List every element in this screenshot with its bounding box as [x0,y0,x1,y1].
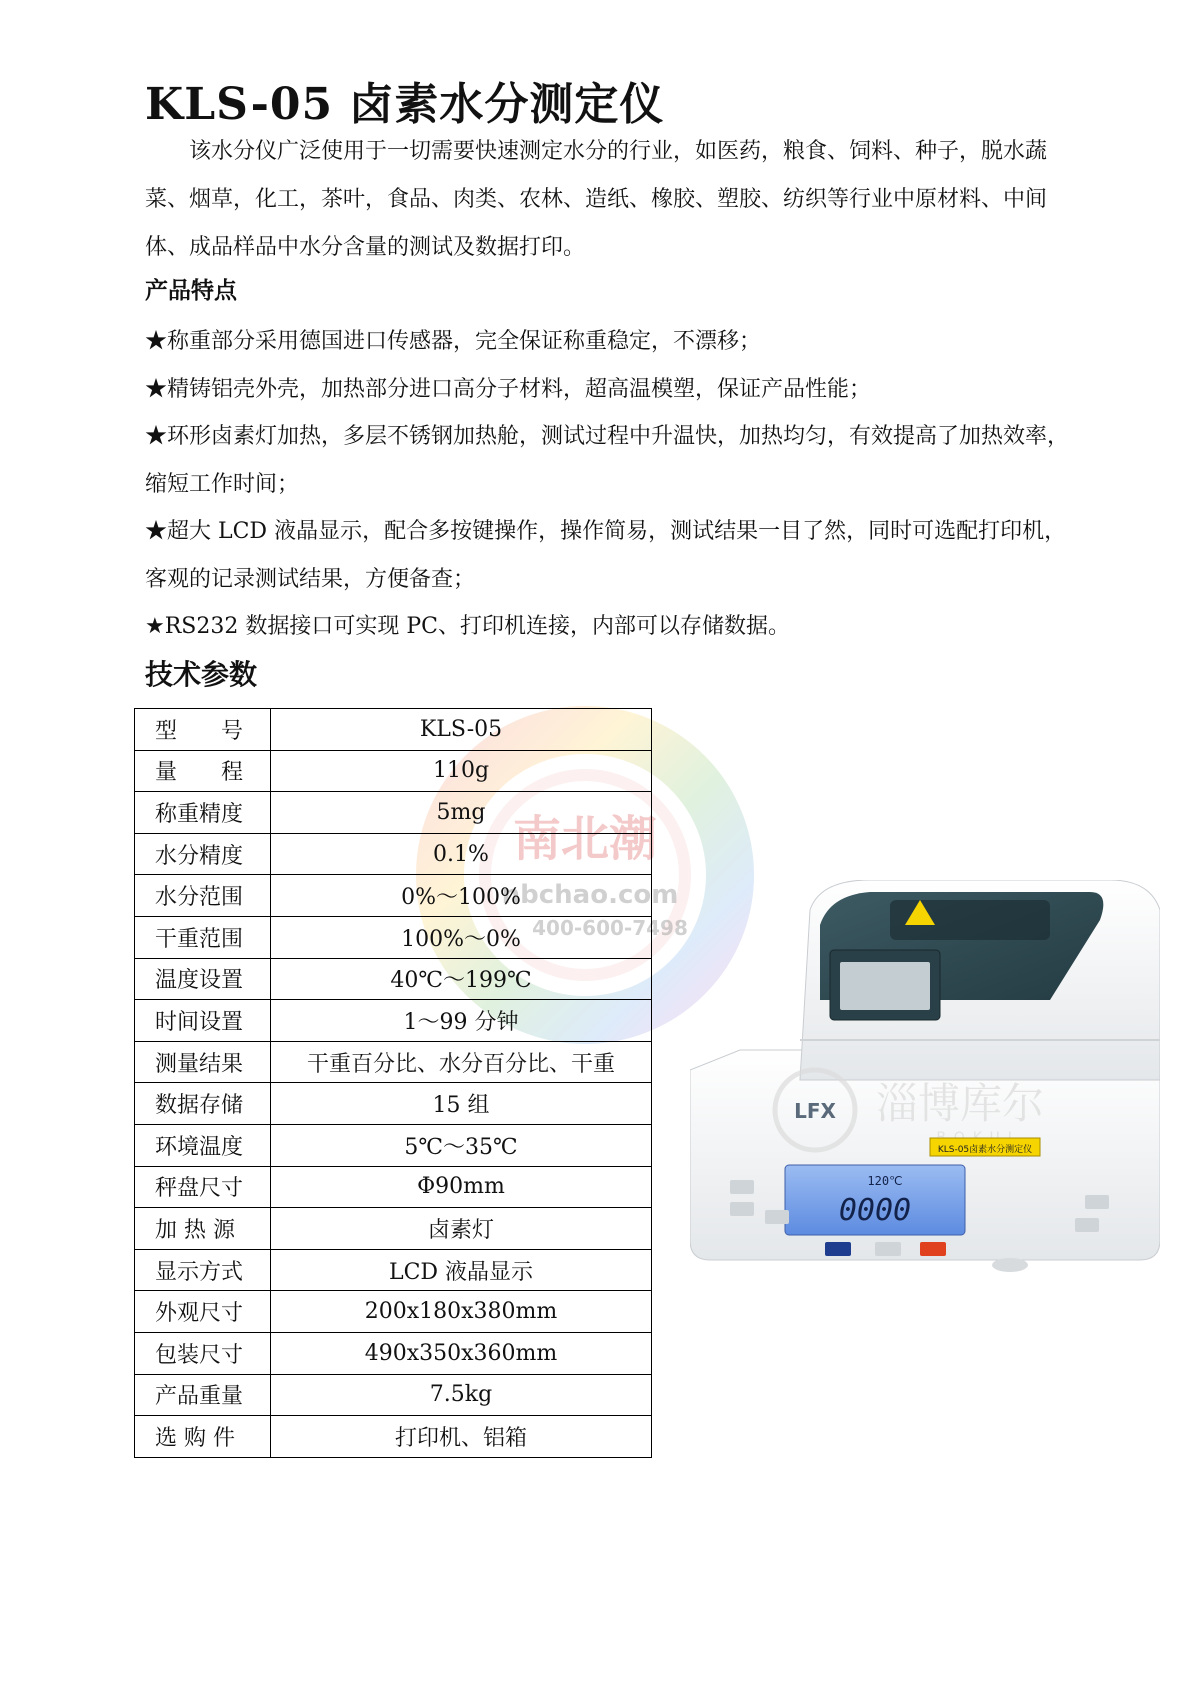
spec-key: 产品重量 [135,1374,271,1416]
table-row [135,709,652,751]
spec-key: 干重范围 [135,916,271,958]
spec-key: 水分范围 [135,875,271,917]
spec-key: 称重精度 [135,792,271,834]
feature-item: ★称重部分采用德国进口传感器，完全保证称重稳定，不漂移； [145,329,762,354]
table-row [135,1124,652,1166]
spec-value: 0.1% [271,833,652,875]
key-button [875,1242,901,1256]
specs-heading: 技术参数 [145,658,258,691]
key-button [1075,1218,1099,1232]
table-row [135,1000,652,1042]
spec-key: 包装尺寸 [135,1332,271,1374]
table-row [135,875,652,917]
spec-value: LCD 液晶显示 [271,1249,652,1291]
spec-value: 5mg [271,792,652,834]
watermark-site: nbchao.com [501,880,679,910]
table-row [135,1208,652,1250]
spec-value: 1～99 分钟 [271,1000,652,1042]
specs-table [134,708,652,1458]
feature-item: ★精铸铝壳外壳，加热部分进口高分子材料，超高温模塑，保证产品性能； [145,376,872,402]
spec-value: 卤素灯 [271,1208,652,1250]
key-button [730,1180,754,1194]
spec-key: 水分精度 [135,833,271,875]
table-row [135,1416,652,1458]
lcd-value: 0000 [838,1193,912,1228]
spec-key: 环境温度 [135,1124,271,1166]
brand-watermark: 淄博库尔 [875,1079,1045,1128]
feature-item: ★环形卤素灯加热，多层不锈钢加热舱，测试过程中升温快，加热均匀，有效提高了加热效率，缩短工作时间； [145,424,1070,497]
spec-value: 15 组 [271,1083,652,1125]
spec-value: 490x350x360mm [271,1332,652,1374]
watermark-phone: 400-600-7498 [532,916,688,940]
table-row [135,833,652,875]
table-row [135,792,652,834]
feature-item: ★超大 LCD 液晶显示，配合多按键操作，操作简易，测试结果一目了然，同时可选配打印机，客观的记录测试结果，方便备查； [145,519,1067,592]
device-label: KLS-05卤素水分测定仪 [937,1145,1033,1155]
table-row [135,958,652,1000]
table-row [135,1166,652,1208]
watermark-brand: 南北潮 [512,811,658,867]
lcd-temp: 120℃ [867,1174,903,1188]
spec-value: KLS-05 [271,709,652,751]
spec-value: 打印机、铝箱 [271,1416,652,1458]
intro-paragraph: 该水分仪广泛使用于一切需要快速测定水分的行业，如医药，粮食、饲料、种子，脱水蔬菜、烟草，化工，茶叶，食品、肉类、农林、造纸、橡胶、塑胶、纺织等行业中原材料、中间体、成品样品中水分含量的测试及数据打印。 [145,139,1048,260]
spec-key: 外观尺寸 [135,1291,271,1333]
device-logo: LFX [794,1099,836,1123]
spec-value: 干重百分比、水分百分比、干重 [271,1041,652,1083]
spec-value: Φ90mm [271,1166,652,1208]
spec-value: 110g [271,750,652,792]
spec-key: 测量结果 [135,1041,271,1083]
spec-value: 0%～100% [271,875,652,917]
spec-key: 数据存储 [135,1083,271,1125]
spec-key: 量 程 [135,750,271,792]
spec-key: 型 号 [135,709,271,751]
spec-key: 选 购 件 [135,1416,271,1458]
spec-key: 温度设置 [135,958,271,1000]
spec-key: 秤盘尺寸 [135,1166,271,1208]
key-button [765,1210,789,1224]
spec-key: 时间设置 [135,1000,271,1042]
spec-value: 200x180x380mm [271,1291,652,1333]
table-row [135,1374,652,1416]
spec-value: 5℃～35℃ [271,1124,652,1166]
table-row [135,1249,652,1291]
features-list [145,318,1075,651]
features-heading: 产品特点 [145,277,237,304]
spec-value: 100%～0% [271,916,652,958]
spec-key: 显示方式 [135,1249,271,1291]
key-button [825,1242,851,1256]
table-row [135,1041,652,1083]
page-title: KLS-05 卤素水分测定仪 [145,79,665,130]
table-row [135,750,652,792]
key-button [1085,1195,1109,1209]
table-row [135,916,652,958]
moisture-analyzer-image [690,880,1160,1280]
key-button [920,1242,946,1256]
spec-value: 40℃～199℃ [271,958,652,1000]
spec-key: 加 热 源 [135,1208,271,1250]
table-row [135,1291,652,1333]
spec-value: 7.5kg [271,1374,652,1416]
table-row [135,1332,652,1374]
key-button [730,1202,754,1216]
table-row [135,1083,652,1125]
feature-item: ★RS232 数据接口可实现 PC、打印机连接，内部可以存储数据。 [145,614,790,639]
